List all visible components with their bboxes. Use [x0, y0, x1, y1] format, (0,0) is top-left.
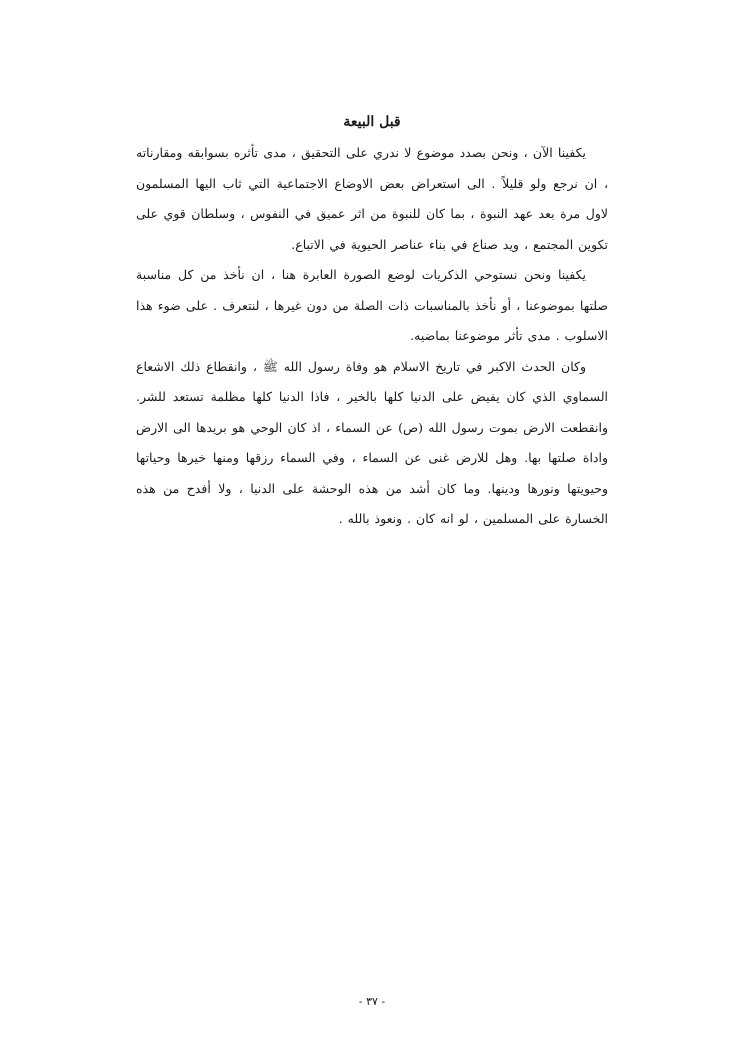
paragraph-3: وكان الحدث الاكبر في تاريخ الاسلام هو وفاة رسول الله ﷺ ، وانقطاع ذلك الاشعاع السماوي الذي كان يفيض على الدنيا كلها بالخير ، فاذا الدنيا كلها مظلمة تستعد للشر. وانقطعت الارض بموت رسول الله (ص) عن السماء ، اذ كان الوحي هو بريدها الى الارض واداة صلتها بها. وهل للارض غنى عن السماء ، وفي السماء رزقها ومنها خيرها وحياتها وحيويتها ونورها ودينها. وما كان أشد من هذه الوحشة على الدنيا ، ولا أفدح من هذه الخسارة على المسلمين ، لو انه كان . ونعوذ بالله . [136, 358, 608, 526]
page-number: - ٣٧ - [358, 995, 386, 1008]
paragraph-1: يكفينا الآن ، ونحن بصدد موضوع لا ندري على التحقيق ، مدى تأثره بسوابقه ومقارناته ، ان نرجع ولو قليلاً . الى استعراض بعض الاوضاع الاجتماعية التي ثاب اليها المسلمون لاول مرة بعد عهد النبوة ، بما كان للنبوة من اثر عميق في النفوس ، وسلطان قوي على تكوين المجتمع ، ويد صناع في بناء عناصر الحيوية في الاتباع. [136, 145, 608, 252]
paragraph-2: يكفينا ونحن نستوحي الذكريات لوضع الصورة العابرة هنا ، ان نأخذ من كل مناسبة صلتها بموضوعنا ، أو نأخذ بالمناسبات ذات الصلة من دون غيرها ، لنتعرف . على ضوء هذا الاسلوب . مدى تأثر موضوعنا بماضيه. [136, 267, 608, 343]
body-text [136, 138, 608, 535]
page-title: قبل البيعة [343, 114, 401, 130]
